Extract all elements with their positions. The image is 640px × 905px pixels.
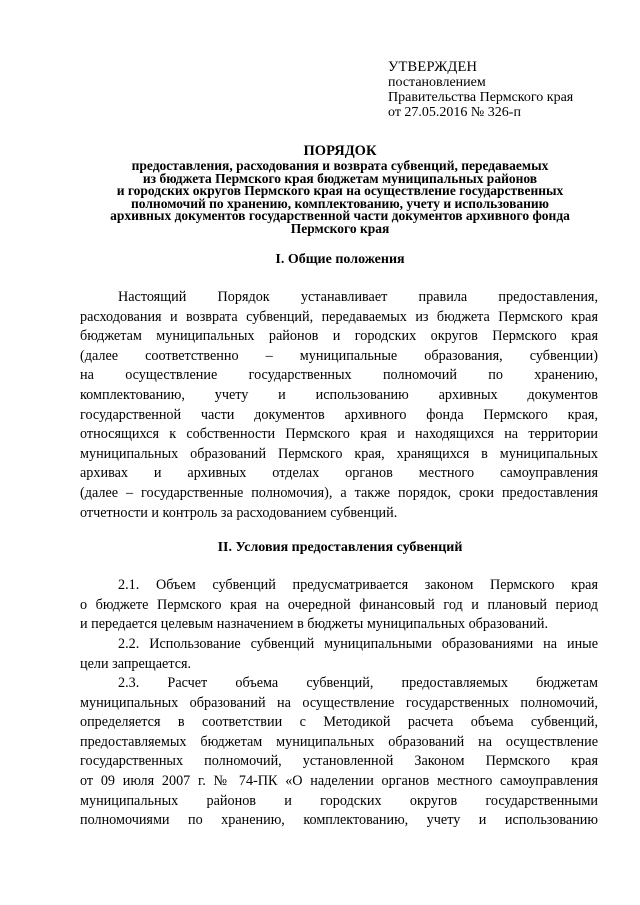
paragraph-line: муниципальных районов и городских округов государственными bbox=[80, 792, 598, 809]
paragraph-line: цели запрещается. bbox=[80, 655, 192, 672]
paragraph-line: расходования и возврата субвенций, передаваемых из бюджета Пермского края bbox=[80, 308, 598, 325]
paragraph-line: Настоящий Порядок устанавливает правила предоставления, bbox=[118, 289, 598, 305]
paragraph-general bbox=[80, 288, 598, 523]
approval-line: постановлением bbox=[388, 75, 486, 90]
document-subtitle bbox=[80, 160, 600, 235]
paragraph-line: отчетности и контроль за расходованием субвенций. bbox=[80, 504, 398, 521]
paragraph-line: муниципальных образований на осуществление государственных полномочий, bbox=[80, 694, 598, 711]
approval-line: от 27.05.2016 № 326-п bbox=[388, 105, 521, 120]
approval-heading: УТВЕРЖДЕН bbox=[388, 59, 478, 75]
paragraph-line: и передается целевым назначением в бюджеты муниципальных образований. bbox=[80, 616, 549, 633]
paragraph-line: от 09 июля 2007 г. № 74-ПК «О наделении органов местного самоуправления bbox=[80, 772, 598, 789]
paragraph-2-2 bbox=[80, 635, 598, 674]
paragraph-line: бюджетам муниципальных районов и городских округов Пермского края bbox=[80, 328, 598, 345]
paragraph-line: полномочиями по хранению, комплектованию, учету и использованию bbox=[80, 812, 598, 829]
paragraph-line: архивах и архивных отделах органов местного самоуправления bbox=[80, 465, 598, 482]
paragraph-line: относящихся к собственности Пермского края и находящихся на территории bbox=[80, 426, 598, 443]
section-heading-conditions: II. Условия предоставления субвенций bbox=[217, 540, 463, 555]
subtitle-line: из бюджета Пермского края бюджетам муниципальных районов bbox=[142, 170, 538, 186]
subtitle-line: Пермского края bbox=[290, 220, 390, 236]
paragraph-line: муниципальных образований Пермского края, хранящихся в муниципальных bbox=[80, 445, 598, 462]
subtitle-line: и городских округов Пермского края на осуществление государственных bbox=[116, 183, 564, 198]
paragraph-line: определяется в соответствии с Методикой расчета объема субвенций, bbox=[80, 714, 598, 731]
paragraph-line: государственной части документов архивного фонда Пермского края, bbox=[80, 406, 598, 423]
section-heading-general: I. Общие положения bbox=[275, 252, 405, 267]
approval-line: Правительства Пермского края bbox=[388, 90, 574, 105]
subtitle-line: предоставления, расходования и возврата субвенций, передаваемых bbox=[131, 158, 549, 173]
paragraph-line: предоставляемых бюджетам муниципальных образований на осуществление bbox=[80, 733, 598, 750]
approval-stamp bbox=[388, 60, 618, 120]
paragraph-line: (далее – государственные полномочия), а также порядок, сроки предоставления bbox=[80, 484, 598, 501]
paragraph-line: комплектованию, учету и использованию архивных документов bbox=[80, 386, 598, 403]
paragraph-2-1 bbox=[80, 576, 598, 635]
paragraph-line: 2.1. Объем субвенций предусматривается законом Пермского края bbox=[118, 577, 598, 593]
paragraph-line: 2.3. Расчет объема субвенций, предоставляемых бюджетам bbox=[118, 675, 598, 691]
subtitle-line: полномочий по хранению, комплектованию, учету и использованию bbox=[131, 195, 549, 211]
paragraph-line: государственных полномочий, установленной Законом Пермского края bbox=[80, 753, 598, 770]
paragraph-line: на осуществление государственных полномочий по хранению, bbox=[80, 367, 598, 384]
paragraph-line: (далее соответственно – муниципальные образования, субвенции) bbox=[80, 347, 598, 364]
paragraph-line: 2.2. Использование субвенций муниципальными образованиями на иные bbox=[118, 636, 598, 652]
subtitle-line: архивных документов государственной части документов архивного фонда bbox=[110, 208, 570, 223]
document-title: ПОРЯДОК bbox=[303, 143, 377, 159]
paragraph-2-3 bbox=[80, 674, 598, 831]
paragraph-line: о бюджете Пермского края на очередной финансовый год и плановый период bbox=[80, 596, 598, 613]
